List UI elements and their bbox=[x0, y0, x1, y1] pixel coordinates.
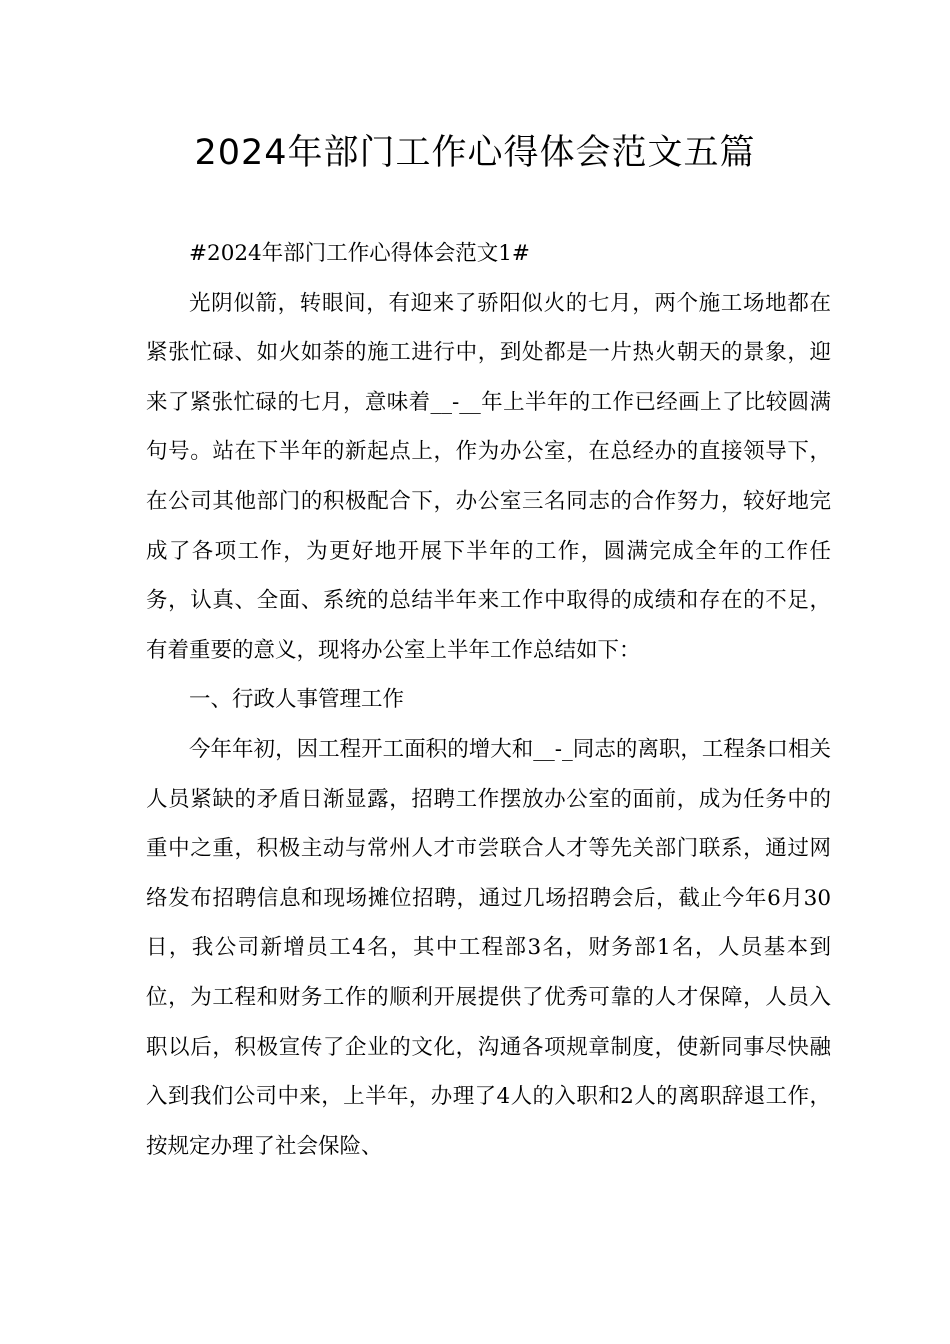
section-heading-admin-hr: 一、行政人事管理工作 bbox=[189, 687, 405, 713]
document-title: 2024年部门工作心得体会范文五篇 bbox=[194, 133, 756, 173]
paragraph-intro: 光阴似箭，转眼间，有迎来了骄阳似火的七月，两个施工场地都在紧张忙碌、如火如荼的施工进行中，到处都是一片热火朝天的景象，迎来了紧张忙碌的七月，意味着__-__年上半年的工作已经画上了比较圆满句号。站在下半年的新起点上，作为办公室，在总经办的直接领导下，在公司其他部门的积极配合下，办公室三名同志的合作努力，较好地完成了各项工作，为更好地开展下半年的工作，圆满完成全年的工作任务，认真、全面、系统的总结半年来工作中取得的成绩和存在的不足，有着重要的意义，现将办公室上半年工作总结如下： bbox=[146, 290, 831, 663]
paragraph-recruitment: 今年年初，因工程开工面积的增大和__-_同志的离职，工程条口相关人员紧缺的矛盾日渐显露，招聘工作摆放办公室的面前，成为任务中的重中之重，积极主动与常州人才市尝联合人才等先关部门联系，通过网络发布招聘信息和现场摊位招聘，通过几场招聘会后，截止今年6月30日，我公司新增员工4名，其中工程部3名，财务部1名，人员基本到位，为工程和财务工作的顺利开展提供了优秀可靠的人才保障，人员入职以后，积极宣传了企业的文化，沟通各项规章制度，使新同事尽快融入到我们公司中来，上半年，办理了4人的入职和2人的离职辞退工作，按规定办理了社会保险、 bbox=[146, 736, 831, 1159]
section-heading-essay-1: #2024年部门工作心得体会范文1# bbox=[189, 241, 530, 266]
document-body bbox=[146, 229, 831, 1171]
